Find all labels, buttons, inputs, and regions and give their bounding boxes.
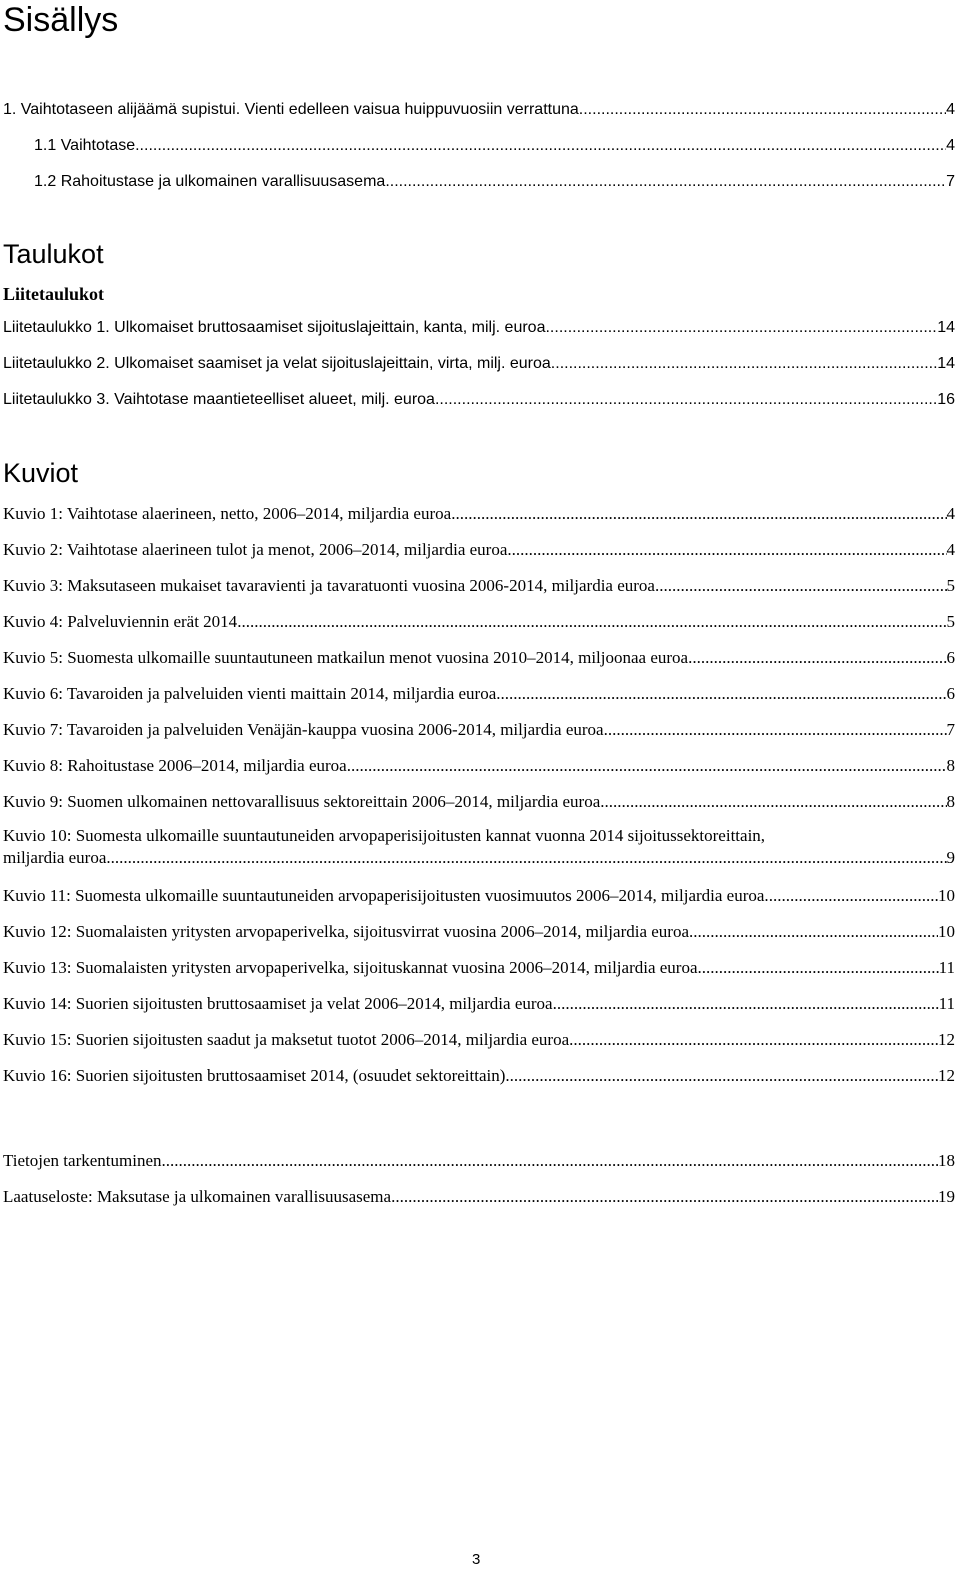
toc-entry-page: 16 [937, 391, 955, 408]
toc-entry-page: 9 [946, 848, 955, 867]
toc-entry-page: 6 [946, 684, 955, 703]
toc-entry-page: 7 [946, 173, 955, 190]
figure-entry[interactable] [3, 993, 955, 1015]
toc-entry-text: Kuvio 14: Suorien sijoitusten bruttosaamiset ja velat 2006–2014, miljardia euroa [3, 994, 553, 1013]
toc-entry-text: Kuvio 2: Vaihtotase alaerineen tulot ja menot, 2006–2014, miljardia euroa [3, 540, 508, 559]
appendix-table-entry[interactable] [3, 317, 955, 339]
toc-entry-text: Liitetaulukko 3. Vaihtotase maantieteelliset alueet, milj. euroa [3, 391, 435, 408]
toc-entry-page: 5 [946, 612, 955, 631]
toc-entry-page: 11 [938, 958, 955, 977]
toc-entry-page: 6 [946, 648, 955, 667]
figure-entry[interactable] [3, 957, 955, 979]
appendix-table-entry[interactable] [3, 389, 955, 411]
appendix-heading: Liitetaulukot [3, 284, 105, 304]
toc-entry-page: 8 [946, 792, 955, 811]
toc-entry-page: 4 [946, 101, 955, 118]
toc-entry-text: Kuvio 6: Tavaroiden ja palveluiden vienti maittain 2014, miljardia euroa [3, 684, 497, 703]
toc-entry-text: Kuvio 4: Palveluviennin erät 2014 [3, 612, 238, 631]
tables-heading: Taulukot [3, 239, 104, 269]
figures-heading: Kuviot [3, 458, 79, 488]
toc-entry-page: 14 [937, 355, 955, 372]
toc-entry-text: Liitetaulukko 2. Ulkomaiset saamiset ja velat sijoituslajeittain, virta, milj. euroa [3, 355, 551, 372]
figure-entry[interactable] [3, 921, 955, 943]
toc-entry-text: Kuvio 15: Suorien sijoitusten saadut ja maksetut tuotot 2006–2014, miljardia euroa [3, 1030, 570, 1049]
toc-entry-text: Kuvio 13: Suomalaisten yritysten arvopaperivelka, sijoituskannat vuosina 2006–2014, miljardia euroa [3, 958, 698, 977]
toc-entry-text: Kuvio 9: Suomen ulkomainen nettovarallisuus sektoreittain 2006–2014, miljardia euroa [3, 792, 601, 811]
figure-entry[interactable] [3, 1065, 955, 1087]
toc-entry-page: 11 [938, 994, 955, 1013]
extra-entry[interactable] [3, 1186, 955, 1208]
toc-entry-page: 18 [938, 1151, 955, 1170]
figure-entry[interactable] [3, 1029, 955, 1051]
page-title: Sisällys [3, 1, 119, 39]
figure-entry[interactable] [3, 575, 955, 597]
figure-entry[interactable] [3, 825, 955, 869]
extra-entry[interactable] [3, 1150, 955, 1172]
toc-entry-text: Kuvio 11: Suomesta ulkomaille suuntautuneiden arvopaperisijoitusten vuosimuutos 2006–2014, miljardia euroa. [3, 886, 769, 905]
figure-entry[interactable] [3, 683, 955, 705]
toc-entry-page: 5 [946, 576, 955, 595]
toc-entry-text: 1. Vaihtotaseen alijäämä supistui. Vienti edelleen vaisua huippuvuosiin verrattuna [3, 101, 579, 118]
figure-entry[interactable] [3, 885, 955, 907]
page-number: 3 [472, 1551, 481, 1568]
figure-entry[interactable] [3, 791, 955, 813]
figure-entry[interactable] [3, 611, 955, 633]
figure-entry[interactable] [3, 755, 955, 777]
appendix-table-entry[interactable] [3, 353, 955, 375]
toc-entry[interactable] [34, 171, 955, 193]
toc-entry-page: 4 [946, 504, 955, 523]
figure-entry[interactable] [3, 647, 955, 669]
toc-entry-page: 12 [938, 1066, 955, 1085]
toc-entry-text-continued: miljardia euroa [3, 848, 107, 867]
toc-entry-page: 10 [938, 922, 955, 941]
toc-entry-text: Kuvio 12: Suomalaisten yritysten arvopaperivelka, sijoitusvirrat vuosina 2006–2014, miljardia euroa [3, 922, 690, 941]
toc-entry-text: Kuvio 10: Suomesta ulkomaille suuntautuneiden arvopaperisijoitusten kannat vuonna 2014 sijoitussektoreittain, [3, 826, 766, 845]
toc-entry-text: 1.2 Rahoitustase ja ulkomainen varallisuusasema [34, 173, 386, 190]
toc-entry-page: 7 [946, 720, 955, 739]
toc-entry-page: 12 [938, 1030, 955, 1049]
toc-entry-page: 4 [946, 540, 955, 559]
toc-entry-text: Kuvio 16: Suorien sijoitusten bruttosaamiset 2014, (osuudet sektoreittain) [3, 1066, 506, 1085]
toc-entry-text: Kuvio 7: Tavaroiden ja palveluiden Venäjän-kauppa vuosina 2006-2014, miljardia euroa [3, 720, 604, 739]
toc-entry-text: Kuvio 1: Vaihtotase alaerineen, netto, 2006–2014, miljardia euroa [3, 504, 452, 523]
toc-entry-text: Kuvio 5: Suomesta ulkomaille suuntautuneen matkailun menot vuosina 2010–2014, miljoonaa euroa [3, 648, 689, 667]
toc-entry-page: 14 [937, 319, 955, 336]
figure-entry[interactable] [3, 719, 955, 741]
toc-entry-text: Kuvio 8: Rahoitustase 2006–2014, miljardia euroa [3, 756, 347, 775]
toc-entry-page: 19 [938, 1187, 955, 1206]
toc-entry-page: 10 [938, 886, 955, 905]
toc-entry-text: Kuvio 3: Maksutaseen mukaiset tavaravienti ja tavaratuonti vuosina 2006-2014, miljardia euroa [3, 576, 655, 595]
toc-entry[interactable] [3, 99, 955, 121]
toc-entry[interactable] [34, 135, 955, 157]
toc-entry-text: 1.1 Vaihtotase [34, 137, 136, 154]
toc-entry-page: 4 [946, 137, 955, 154]
figure-entry[interactable] [3, 539, 955, 561]
toc-entry-text: Liitetaulukko 1. Ulkomaiset bruttosaamiset sijoituslajeittain, kanta, milj. euroa [3, 319, 546, 336]
toc-entry-text: Tietojen tarkentuminen [3, 1151, 162, 1170]
toc-entry-text: Laatuseloste: Maksutase ja ulkomainen varallisuusasema [3, 1187, 392, 1206]
figure-entry[interactable] [3, 503, 955, 525]
toc-entry-page: 8 [946, 756, 955, 775]
